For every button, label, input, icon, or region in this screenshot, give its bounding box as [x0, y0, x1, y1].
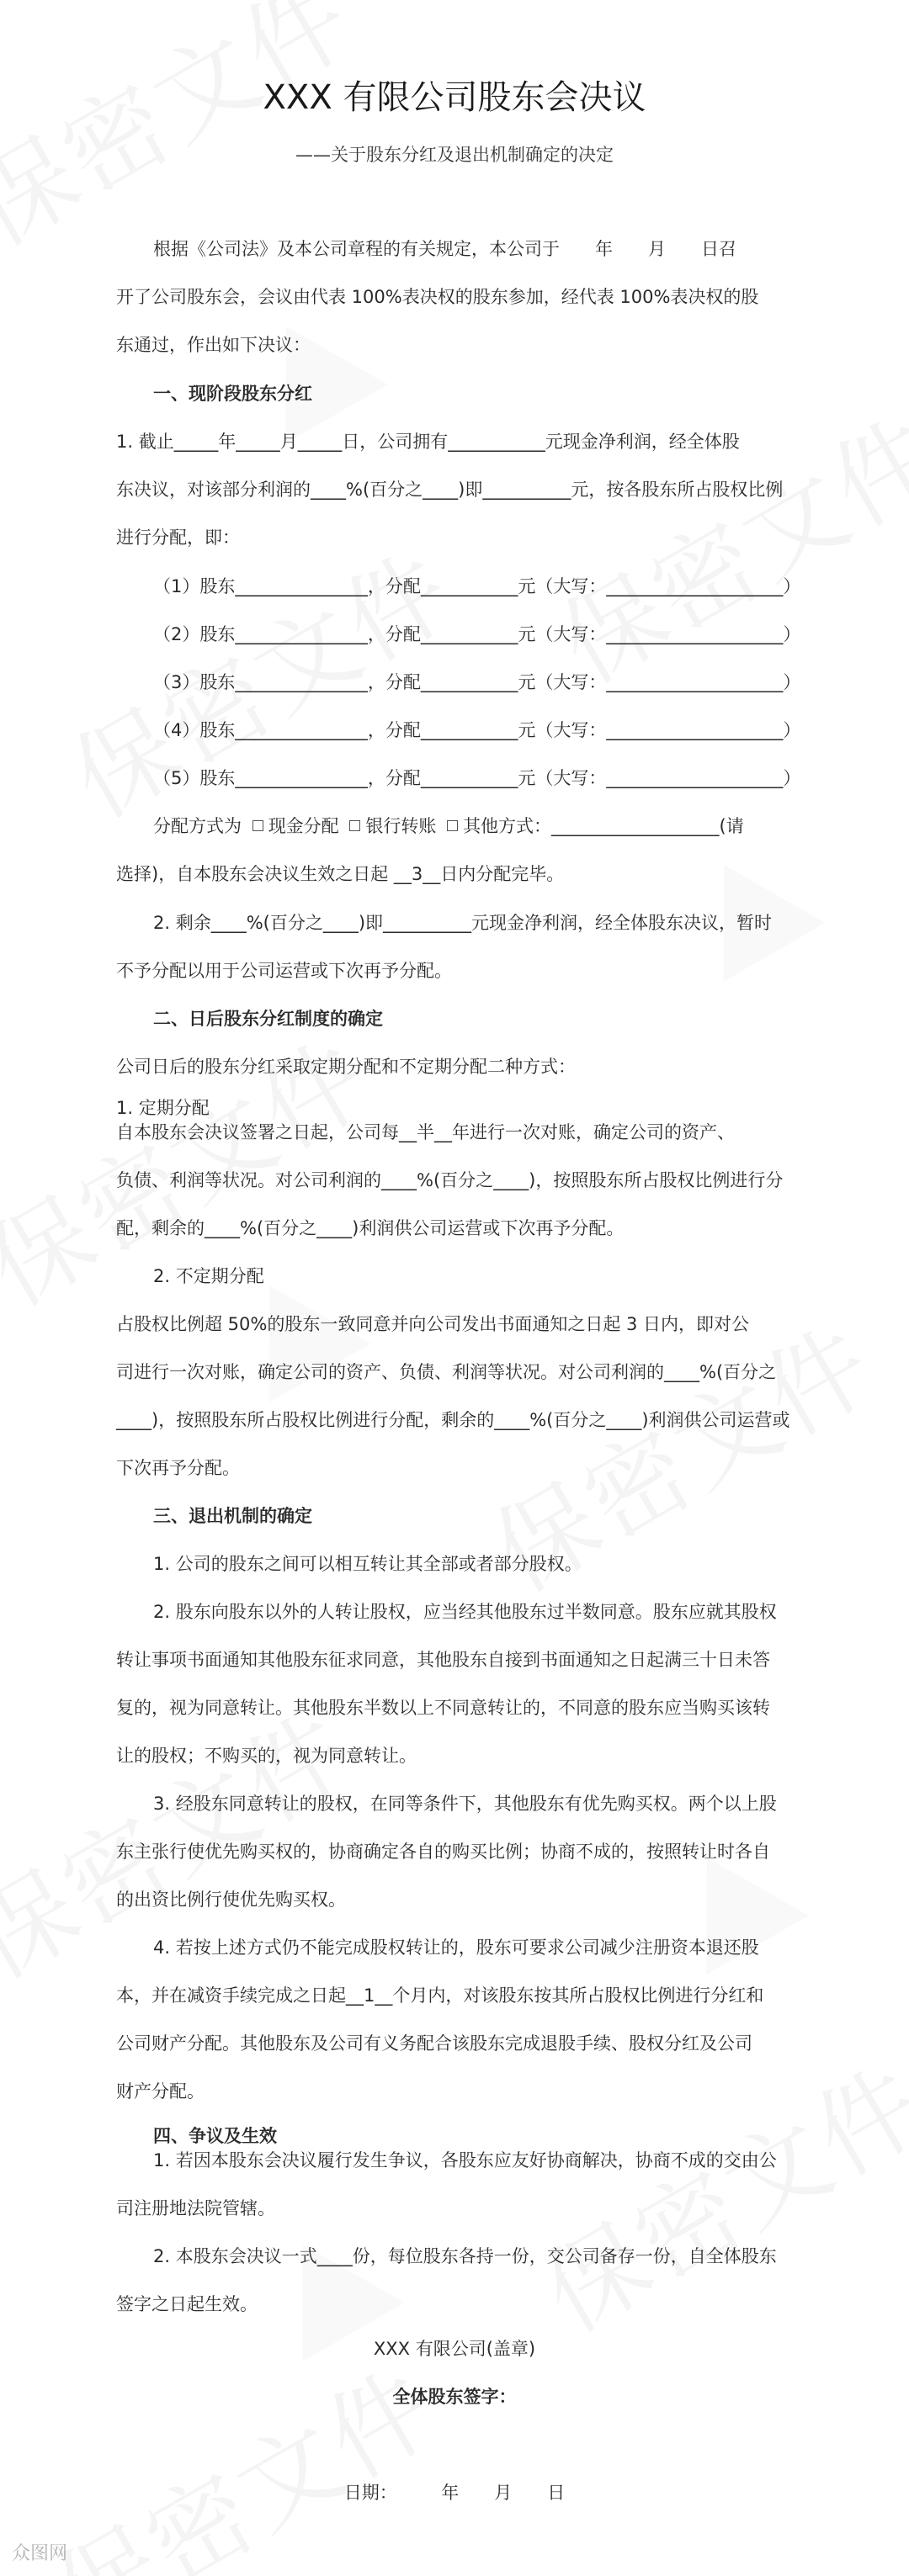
paragraph-line: 东主张行使优先购买权的，协商确定各自的购买比例；协商不成的，按照转让时各自 [116, 1842, 770, 1862]
paragraph-line: 复的，视为同意转让。其他股东半数以上不同意转让的，不同意的股东应当购买该转 [116, 1698, 770, 1718]
paragraph-line: 不予分配以用于公司运营或下次再予分配。 [116, 961, 452, 981]
watermark-text [513, 2026, 909, 2360]
shareholder-allocation-row: （2）股东_______________，分配___________元（大写：____________________） [153, 624, 801, 644]
paragraph-line: 1. 若因本股东会决议履行发生争议，各股东应友好协商解决，协商不成的交由公 [153, 2150, 777, 2171]
signature-date: 日期： 年 月 日 [343, 2483, 566, 2503]
checkbox-cash[interactable] [252, 820, 263, 831]
paragraph-line: 3. 经股东同意转让的股权，在同等条件下，其他股东有优先购买权。两个以上股 [153, 1794, 777, 1814]
watermark-text [25, 2329, 460, 2576]
section-heading: 一、现阶段股东分红 [153, 384, 312, 404]
watermark-text [0, 0, 375, 273]
corner-logo: 众图网 [12, 2543, 68, 2564]
paragraph-line: 公司财产分配。其他股东及公司有义务配合该股东完成退股手续、股权分红及公司 [116, 2033, 752, 2054]
paragraph-line: 2. 剩余____%(百分之____)即__________元现金净利润，经全体股东决议，暂时 [153, 913, 773, 933]
shareholder-allocation-row: （4）股东_______________，分配___________元（大写：____________________） [153, 720, 801, 740]
paragraph-line: 自本股东会决议签署之日起，公司每__半__年进行一次对账，确定公司的资产、 [116, 1122, 735, 1142]
paragraph-line: 司进行一次对账，确定公司的资产、负债、利润等状况。对公司利润的____%(百分之 [116, 1362, 777, 1382]
paragraph-line: 下次再予分配。 [116, 1458, 240, 1478]
shareholder-allocation-row: （5）股东_______________，分配___________元（大写：____________________） [153, 768, 801, 788]
paragraph-line: 让的股权；不购买的，视为同意转让。 [116, 1746, 417, 1766]
paragraph-line: 选择)，自本股东会决议生效之日起 __3__日内分配完毕。 [116, 864, 565, 884]
paragraph-line: 财产分配。 [116, 2081, 205, 2102]
watermark-shape [235, 297, 387, 443]
distribution-method-label: 分配方式为 [153, 816, 242, 836]
paragraph-line: 的出资比例行使优先购买权。 [116, 1890, 346, 1910]
section-heading: 三、退出机制的确定 [153, 1506, 312, 1526]
checkbox-other[interactable] [447, 820, 458, 831]
shareholder-allocation-row: （3）股东_______________，分配___________元（大写：____________________） [153, 672, 801, 692]
paragraph-line: 公司日后的股东分红采取定期分配和不定期分配二种方式： [116, 1057, 576, 1077]
option-cash-label: 现金分配 [268, 816, 339, 836]
intro-line: 根据《公司法》及本公司章程的有关规定，本公司于 年 月 日召 [153, 239, 736, 259]
subsection-title: 1. 定期分配 [116, 1098, 210, 1118]
paragraph-line: 负债、利润等状况。对公司利润的____%(百分之____)，按照股东所占股权比例进行分 [116, 1170, 784, 1190]
intro-line: 东通过，作出如下决议： [116, 335, 311, 355]
watermark-text [530, 377, 909, 711]
paragraph-line: 转让事项书面通知其他股东征求同意，其他股东自接到书面通知之日起满三十日未答 [116, 1650, 770, 1670]
paragraph-line: 占股权比例超 50%的股东一致同意并向公司发出书面通知之日起 3 日内，即对公 [116, 1314, 750, 1334]
option-bank-label: 银行转账 [365, 816, 437, 836]
paragraph-line: 司注册地法院管辖。 [116, 2198, 275, 2218]
document-title: XXX 有限公司股东会决议 [263, 78, 646, 117]
distribution-method-line [153, 814, 744, 839]
paragraph-line: 配，剩余的____%(百分之____)利润供公司运营或下次再予分配。 [116, 1218, 625, 1238]
paragraph-line: 2. 股东向股东以外的人转让股权，应当经其他股东过半数同意。股东应就其股权 [153, 1602, 777, 1622]
section-heading: 四、争议及生效 [153, 2126, 277, 2146]
paragraph-line: 签字之日起生效。 [116, 2294, 258, 2314]
section-heading: 二、日后股东分红制度的确定 [153, 1009, 383, 1029]
paragraph-line: 1. 截止_____年_____月_____日，公司拥有___________元现金净利润，经全体股 [116, 432, 740, 452]
shareholder-allocation-row: （1）股东_______________，分配___________元（大写：____________________） [153, 576, 801, 596]
checkbox-bank-transfer[interactable] [349, 820, 360, 831]
document-subtitle: ——关于股东分红及退出机制确定的决定 [295, 145, 614, 165]
subsection-title: 2. 不定期分配 [153, 1266, 264, 1286]
paragraph-line: 4. 若按上述方式仍不能完成股权转让的，股东可要求公司减少注册资本退还股 [153, 1937, 759, 1958]
paragraph-line: 本，并在减资手续完成之日起__1__个月内，对该股东按其所占股权比例进行分红和 [116, 1985, 764, 2006]
option-other-label: 其他方式：___________________(请 [463, 816, 744, 836]
paragraph-line: 2. 本股东会决议一式____份，每位股东各持一份，交公司备存一份，自全体股东 [153, 2246, 777, 2266]
paragraph-line: ____)，按照股东所占股权比例进行分配，剩余的____%(百分之____)利润供公司运营或 [116, 1410, 790, 1430]
watermark-shape [672, 835, 825, 982]
intro-line: 开了公司股东会，会议由代表 100%表决权的股东参加，经代表 100%表决权的股 [116, 287, 759, 307]
paragraph-line: 1. 公司的股东之间可以相互转让其全部或者部分股权。 [153, 1554, 582, 1574]
company-seal-line: XXX 有限公司(盖章) [373, 2339, 536, 2359]
paragraph-line: 进行分配，即： [116, 527, 240, 548]
shareholder-signature-label: 全体股东签字： [392, 2387, 517, 2407]
paragraph-line: 东决议，对该部分利润的____%(百分之____)即__________元，按各股东所占股权比例 [116, 480, 784, 500]
